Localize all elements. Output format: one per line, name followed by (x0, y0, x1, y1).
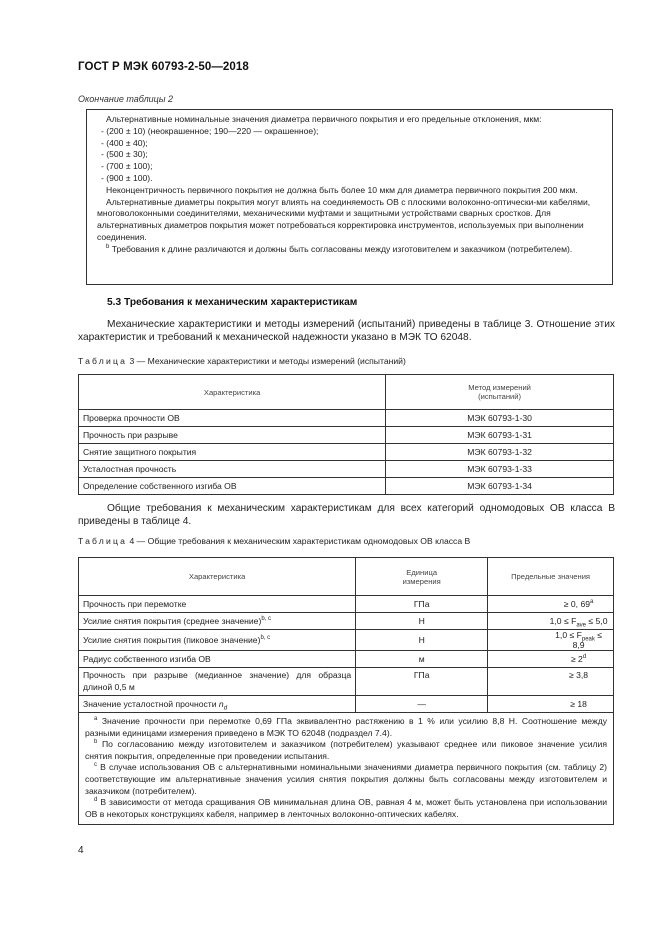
cell-unit: ГПа (356, 596, 488, 613)
cell-method: МЭК 60793-1-33 (386, 461, 614, 478)
table2-continuation-box (86, 109, 613, 285)
table-row (79, 478, 614, 495)
page-number: 4 (78, 845, 84, 856)
limit-subscript: peak (581, 636, 595, 643)
cell-unit: Н (356, 630, 488, 651)
document-title: ГОСТ Р МЭК 60793-2-50—2018 (78, 61, 249, 73)
section-heading: 5.3 Требования к механическим характеристикам (107, 297, 358, 308)
table-header-row (79, 558, 614, 596)
table-row (79, 668, 614, 696)
column-header-method: Метод измерений (испытаний) (386, 375, 614, 410)
note-line: - (900 ± 100). (101, 172, 153, 183)
footnote-marker: a (94, 716, 98, 723)
cell-method: МЭК 60793-1-30 (386, 410, 614, 427)
note-text: Значение прочности при перемотке 0,69 ГПа эквивалентно растяжению в 1 % или усилию 8,8 Н. Соотношение между разными единицами измерения приведено в МЭК ТО 62048 (подраздел 7.4). (85, 716, 608, 738)
limit-tail: ≤ 5,0 (586, 616, 608, 626)
table-row (79, 461, 614, 478)
cell-unit: Н (356, 613, 488, 630)
cell-limit (488, 630, 614, 651)
cell-characteristic (79, 651, 356, 668)
cell-unit: — (356, 696, 488, 713)
cell-limit (488, 613, 614, 630)
footnote-text: Требования к длине различаются и должны быть согласованы между изготовителем и заказчиком (потребителем). (111, 243, 573, 254)
table4 (78, 557, 614, 825)
table-row (79, 444, 614, 461)
footnote-b (97, 244, 604, 256)
section-paragraph: Механические характеристики и методы измерений (испытаний) приведены в таблице 3. Отношение этих характеристик и требований к механической надежности указано в МЭК ТО 62048. (78, 319, 615, 344)
section-paragraph: Общие требования к механическим характеристикам для всех категорий одномодовых ОВ класса В приведены в таблице 4. (78, 503, 615, 528)
note-line: - (400 ± 40); (101, 137, 148, 148)
limit-subscript: ave (576, 622, 587, 629)
cell-characteristic: Прочность при разрыве (медианное значение) для образца длиной 0,5 м (79, 668, 356, 696)
cell-characteristic: Проверка прочности ОВ (79, 410, 386, 427)
cell-limit: ≥ 18 (488, 696, 614, 713)
table-header-row (79, 375, 614, 410)
cell-characteristic: Снятие защитного покрытия (79, 444, 386, 461)
characteristic-text: Усилие снятия покрытия (пиковое значение) (83, 635, 261, 645)
footnote-marker: b (94, 739, 98, 746)
table-row (79, 596, 614, 613)
note-line: Неконцентричность первичного покрытия не должна быть более 10 мкм для диаметра первичного покрытия 200 мкм. (106, 184, 578, 195)
table3 (78, 374, 614, 495)
characteristic-text: Радиус собственного изгиба ОВ (83, 654, 211, 664)
table3-caption (78, 356, 406, 366)
table-caption-text: 4 — Общие требования к механическим характеристикам одномодовых ОВ класса В (127, 536, 471, 546)
cell-method: МЭК 60793-1-31 (386, 427, 614, 444)
cell-characteristic (79, 630, 356, 651)
cell-characteristic: Прочность при разрыве (79, 427, 386, 444)
table4-caption (78, 536, 470, 546)
cell-characteristic (79, 696, 356, 713)
footnote-ref: d (582, 654, 587, 661)
table-caption-label: Таблица (78, 536, 128, 546)
table-note (85, 797, 607, 820)
table-note (85, 762, 607, 797)
table-caption-text: 3 — Механические характеристики и методы измерений (испытаний) (127, 356, 406, 366)
table-row (79, 651, 614, 668)
characteristic-text: Прочность при перемотке (83, 599, 187, 609)
cell-method: МЭК 60793-1-34 (386, 478, 614, 495)
column-header-characteristic: Характеристика (79, 558, 356, 596)
fatigue-subscript: d (223, 705, 228, 712)
table-row (79, 613, 614, 630)
footnote-ref: b, c (260, 635, 271, 642)
cell-limit (488, 651, 614, 668)
table-row (79, 410, 614, 427)
characteristic-text: Усилие снятия покрытия (среднее значение) (83, 616, 262, 626)
note-line: Альтернативные диаметры покрытия могут влиять на соединяемость ОВ с плоскими волоконно-оптически-ми кабелями, многоволоконными соединителями, механическими муфтами и защитными устройствами сварных сростков. Для альтернативных диаметров покрытия может потребоваться корректировка инструментов, используемых при выполнении соединения. (97, 196, 591, 242)
cell-unit: м (356, 651, 488, 668)
column-header-characteristic: Характеристика (79, 375, 386, 410)
note-line: - (200 ± 10) (неокрашенное; 190—220 — окрашенное); (101, 125, 319, 136)
cell-characteristic (79, 596, 356, 613)
table-row (79, 630, 614, 651)
note-line: - (500 ± 30); (101, 149, 148, 160)
table-row (79, 427, 614, 444)
cell-unit: ГПа (356, 668, 488, 696)
footnote-marker: b (106, 243, 110, 250)
table-caption-label: Таблица (78, 356, 128, 366)
footnote-marker: c (94, 762, 97, 769)
note-text: В случае использования ОВ с альтернативными номинальными значениями диаметра первичного покрытия (см. таблицу 2) соответствующие им альтернативные значения усилия снятия покрытия должны быть согласованы между изготовителем и заказчиком (потребителем). (85, 762, 608, 796)
column-header-limit: Предельные значения (488, 558, 614, 596)
table-continuation-label: Окончание таблицы 2 (78, 94, 173, 104)
footnote-marker: d (94, 797, 98, 804)
footnote-ref: b, c (261, 616, 271, 623)
table-note (85, 716, 607, 739)
limit-text: 1,0 ≤ F (549, 616, 577, 626)
cell-limit (488, 596, 614, 613)
note-text: В зависимости от метода сращивания ОВ минимальная длина ОВ, равная 4 м, может быть установлена при использовании ОВ в некоторых конструкциях кабеля, например в ленточных волоконно-оптических кабелях. (85, 797, 607, 819)
table-row (79, 696, 614, 713)
cell-method: МЭК 60793-1-32 (386, 444, 614, 461)
characteristic-text: Значение усталостной прочности (83, 699, 219, 709)
cell-characteristic: Определение собственного изгиба ОВ (79, 478, 386, 495)
note-text: По согласованию между изготовителем и заказчиком (потребителем) указывают среднее или пиковое значение усилия снятия покрытия, определенные при проведении испытания. (85, 739, 607, 761)
table-notes (79, 713, 614, 825)
footnote-ref: a (590, 599, 594, 606)
cell-characteristic: Усталостная прочность (79, 461, 386, 478)
note-line: Альтернативные номинальные значения диаметра первичного покрытия и его предельные отклонения, мкм: (106, 114, 542, 124)
note-line: - (700 ± 100); (101, 161, 153, 172)
limit-text: 1,0 ≤ F (555, 630, 582, 640)
table-note (85, 739, 607, 762)
cell-characteristic (79, 613, 356, 630)
limit-text: ≥ 2 (570, 654, 583, 664)
column-header-unit: Единица измерения (356, 558, 488, 596)
cell-limit: ≥ 3,8 (488, 668, 614, 696)
fatigue-variable: n (218, 699, 224, 709)
limit-tail: ≤ 8,9 (572, 630, 602, 650)
table-notes-row (79, 713, 614, 825)
limit-text: ≥ 0, 69 (563, 599, 590, 609)
